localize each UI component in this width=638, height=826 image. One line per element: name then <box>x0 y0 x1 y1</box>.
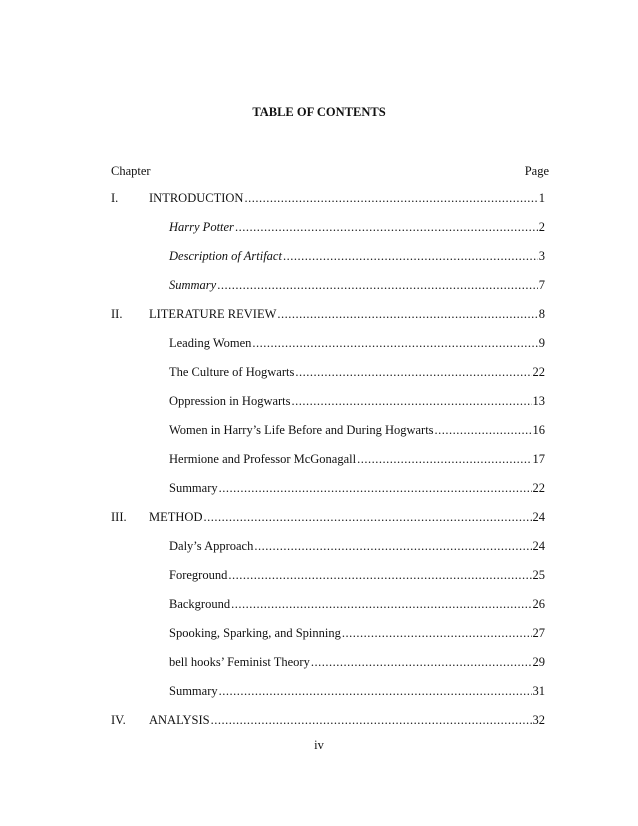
toc-entry-analysis[interactable] <box>111 712 545 728</box>
leader-dots <box>217 277 538 293</box>
toc-entry-label: INTRODUCTION <box>149 191 244 205</box>
toc-entry-introduction[interactable] <box>111 190 545 206</box>
leader-dots <box>219 480 532 496</box>
toc-page-number: 9 <box>538 336 545 350</box>
leader-dots <box>295 364 531 380</box>
leader-dots <box>311 654 532 670</box>
toc-page-number: 26 <box>532 597 545 611</box>
toc-entry-label: Foreground <box>169 568 228 582</box>
toc-page-number: 17 <box>532 452 545 466</box>
toc-page-number: 7 <box>538 278 545 292</box>
leader-dots <box>254 538 531 554</box>
toc-page-number: 1 <box>538 191 545 205</box>
toc-entry-label: Spooking, Sparking, and Spinning <box>169 626 341 640</box>
toc-entry-summary[interactable] <box>169 277 545 293</box>
toc-entry-method[interactable] <box>111 509 545 525</box>
toc-page-number: 16 <box>532 423 545 437</box>
toc-entry-description-of-artifact[interactable] <box>169 248 545 264</box>
chapter-numeral: II. <box>111 307 123 321</box>
toc-entry-label: LITERATURE REVIEW <box>149 307 277 321</box>
leader-dots <box>292 393 532 409</box>
toc-page-number: 24 <box>532 510 545 524</box>
toc-entry-spooking-sparking-spinning[interactable] <box>169 625 545 641</box>
toc-entry-label: METHOD <box>149 510 203 524</box>
toc-page-number: 27 <box>532 626 545 640</box>
toc-page-number: 22 <box>532 365 545 379</box>
toc-page-number: 32 <box>532 713 545 727</box>
toc-page-number: 13 <box>532 394 545 408</box>
toc-entry-harry-potter[interactable] <box>169 219 545 235</box>
leader-dots <box>231 596 531 612</box>
toc-entry-label: Leading Women <box>169 336 252 350</box>
chapter-numeral: III. <box>111 510 127 524</box>
toc-page-number: 24 <box>532 539 545 553</box>
toc-entry-culture-of-hogwarts[interactable] <box>169 364 545 380</box>
toc-entry-background[interactable] <box>169 596 545 612</box>
chapter-column-header: Chapter <box>111 164 151 178</box>
chapter-numeral: I. <box>111 191 119 205</box>
leader-dots <box>203 509 531 525</box>
toc-page-number: 22 <box>532 481 545 495</box>
page-title: TABLE OF CONTENTS <box>252 105 386 119</box>
leader-dots <box>219 683 532 699</box>
toc-page-number: 3 <box>538 249 545 263</box>
page-column-header: Page <box>524 164 549 178</box>
toc-entry-label: Summary <box>169 684 218 698</box>
toc-entry-dalys-approach[interactable] <box>169 538 545 554</box>
toc-page-number: 29 <box>532 655 545 669</box>
toc-page-number: 2 <box>538 220 545 234</box>
toc-entry-summary[interactable] <box>169 683 545 699</box>
toc-entry-foreground[interactable] <box>169 567 545 583</box>
leader-dots <box>277 306 537 322</box>
leader-dots <box>252 335 537 351</box>
leader-dots <box>235 219 538 235</box>
leader-dots <box>283 248 538 264</box>
leader-dots <box>435 422 532 438</box>
toc-entry-label: Background <box>169 597 231 611</box>
toc-entry-label: Description of Artifact <box>169 249 282 263</box>
toc-entry-label: Hermione and Professor McGonagall <box>169 452 357 466</box>
toc-entry-hermione-and-mcgonagall[interactable] <box>169 451 545 467</box>
leader-dots <box>342 625 532 641</box>
toc-entry-label: Harry Potter <box>169 220 234 234</box>
toc-entry-summary[interactable] <box>169 480 545 496</box>
toc-entry-bell-hooks-feminist-theory[interactable] <box>169 654 545 670</box>
leader-dots <box>357 451 531 467</box>
toc-page-number: 31 <box>532 684 545 698</box>
toc-entry-label: Oppression in Hogwarts <box>169 394 291 408</box>
toc-entry-label: Summary <box>169 278 217 292</box>
leader-dots <box>228 567 531 583</box>
toc-page-number: 25 <box>532 568 545 582</box>
toc-entry-label: ANALYSIS <box>149 713 210 727</box>
toc-entry-label: The Culture of Hogwarts <box>169 365 295 379</box>
leader-dots <box>211 712 532 728</box>
toc-entry-oppression-in-hogwarts[interactable] <box>169 393 545 409</box>
toc-entry-label: Daly’s Approach <box>169 539 254 553</box>
leader-dots <box>244 190 537 206</box>
toc-entry-literature-review[interactable] <box>111 306 545 322</box>
toc-entry-leading-women[interactable] <box>169 335 545 351</box>
toc-entry-label: Women in Harry’s Life Before and During Hogwarts <box>169 423 434 437</box>
footer-page-number: iv <box>314 738 324 752</box>
toc-entry-label: Summary <box>169 481 218 495</box>
chapter-numeral: IV. <box>111 713 126 727</box>
toc-entry-women-in-harrys-life[interactable] <box>169 422 545 438</box>
toc-page-number: 8 <box>538 307 545 321</box>
toc-entry-label: bell hooks’ Feminist Theory <box>169 655 310 669</box>
